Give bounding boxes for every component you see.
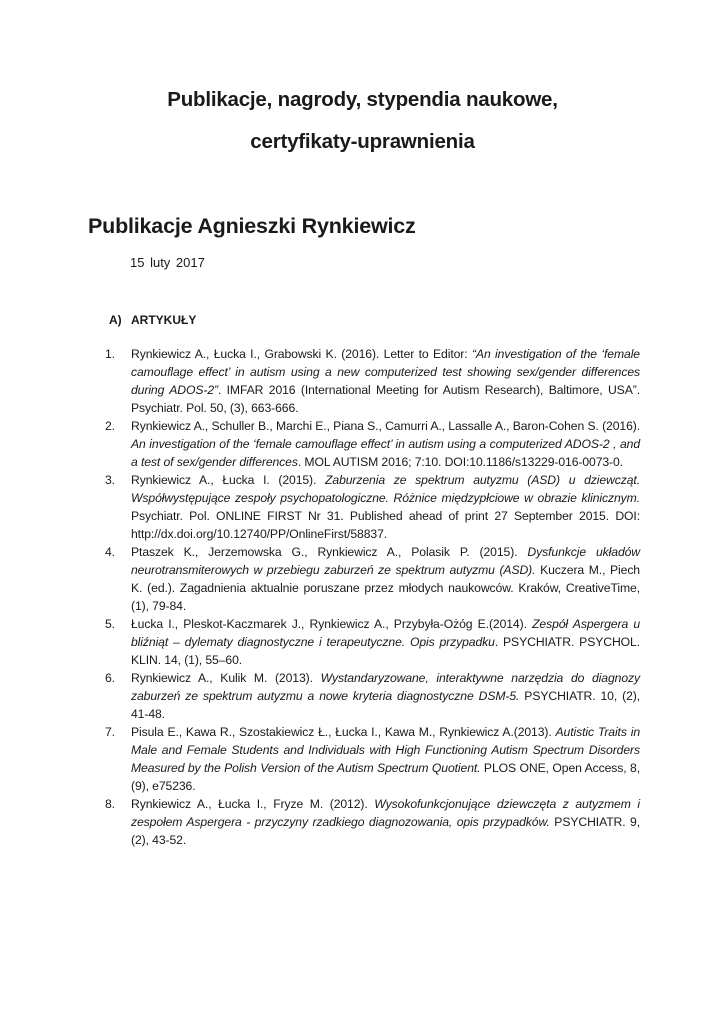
item-source: Psychiatr. Pol. ONLINE FIRST Nr 31. Published ahead of print 27 September 2015. DOI: http://dx.doi.org/10.12740/PP/OnlineFirst/58837. (131, 509, 640, 541)
publication-item (105, 345, 640, 417)
item-source: Kuczera M., Piech K. (ed.). Zagadnienia aktualnie poruszane przez młodych naukowców. Kraków, CreativeTime, (1), 79-84. (131, 563, 640, 613)
item-source: PSYCHIATR. 10, (2), 41-48. (131, 689, 640, 721)
item-title: Zaburzenia ze spektrum autyzmu (ASD) u dziewcząt. Współwystępujące zespoły psychopatologiczne. Różnice międzypłciowe w obrazie klinicznym. (131, 473, 640, 505)
item-title: Wystandaryzowane, interaktywne narzędzia do diagnozy zaburzeń ze spektrum autyzmu a nowe kryteria diagnostyczne DSM-5. (131, 671, 640, 703)
item-title: Autistic Traits in Male and Female Students and Individuals with High Functioning Autism Spectrum Disorders Measured by the Polish Version of the Autism Spectrum Quotient. (131, 725, 640, 775)
item-number: 3. (105, 473, 115, 487)
item-authors: Łucka I., Pleskot-Kaczmarek J., Rynkiewicz A., Przybyła-Ożóg E.(2014). (131, 617, 533, 631)
item-authors: Rynkiewicz A., Łucka I., Fryze M. (2012). (131, 797, 375, 811)
publication-item (105, 543, 640, 615)
item-authors: Rynkiewicz A., Łucka I. (2015). (131, 473, 326, 487)
item-authors: Rynkiewicz A., Schuller B., Marchi E., Piana S., Camurri A., Lassalle A., Baron-Cohen S. (2016). (131, 419, 640, 433)
item-source: . IMFAR 2016 (International Meeting for Autism Research), Baltimore, USA”. Psychiatr. Pol. 50, (3), 663-666. (131, 383, 640, 415)
item-number: 8. (105, 797, 115, 811)
item-title: “An investigation of the ‘female camouflage effect’ in autism using a new computerized test showing sex/gender differences during ADOS-2” (131, 347, 640, 397)
item-title: An investigation of the ‘female camouflage effect’ in autism using a computerized ADOS-2 , and a test of sex/gender differences (131, 437, 640, 469)
publication-item (105, 795, 640, 849)
section-label: A) (109, 313, 122, 327)
item-number: 2. (105, 419, 115, 433)
publication-item (105, 723, 640, 795)
item-source: . PSYCHIATR. PSYCHOL. KLIN. 14, (1), 55–60. (131, 635, 640, 667)
document-title-line-2: certyfikaty-uprawnienia (250, 130, 475, 153)
publication-item (105, 669, 640, 723)
item-authors: Pisula E., Kawa R., Szostakiewicz Ł., Łucka I., Kawa M., Rynkiewicz A.(2013). (131, 725, 556, 739)
item-number: 4. (105, 545, 115, 559)
publication-item (105, 615, 640, 669)
item-number: 1. (105, 347, 115, 361)
publications-heading: Publikacje Agnieszki Rynkiewicz (88, 214, 416, 238)
item-number: 5. (105, 617, 115, 631)
document-title-line-1: Publikacje, nagrody, stypendia naukowe, (167, 88, 558, 111)
publication-item (105, 417, 640, 471)
item-title: Dysfunkcje układów neurotransmiterowych w przebiegu zaburzeń ze spektrum autyzmu (ASD). (131, 545, 641, 577)
item-authors: Rynkiewicz A., Łucka I., Grabowski K. (2016). Letter to Editor: (131, 347, 472, 361)
publication-item (105, 471, 640, 543)
item-authors: Rynkiewicz A., Kulik M. (2013). (131, 671, 321, 685)
item-source: . MOL AUTISM 2016; 7:10. DOI:10.1186/s13229-016-0073-0. (297, 455, 623, 469)
section-heading-articles (109, 313, 196, 327)
section-title: ARTYKUŁY (131, 313, 197, 327)
publication-list (105, 345, 640, 849)
item-number: 7. (105, 725, 115, 739)
item-title: Zespół Aspergera u bliźniąt – dylematy diagnostyczne i terapeutyczne. Opis przypadku (131, 617, 640, 649)
item-number: 6. (105, 671, 115, 685)
item-authors: Ptaszek K., Jerzemowska G., Rynkiewicz A., Polasik P. (2015). (131, 545, 528, 559)
item-title: Wysokofunkcjonujące dziewczęta z autyzmem i zespołem Aspergera - przyczyny rzadkiego diagnozowania, opis przypadków. (131, 797, 641, 829)
document-date: 15 luty 2017 (130, 255, 205, 270)
item-source: PLOS ONE, Open Access, 8, (9), e75236. (131, 761, 641, 793)
item-source: PSYCHIATR. 9, (2), 43-52. (131, 815, 640, 847)
